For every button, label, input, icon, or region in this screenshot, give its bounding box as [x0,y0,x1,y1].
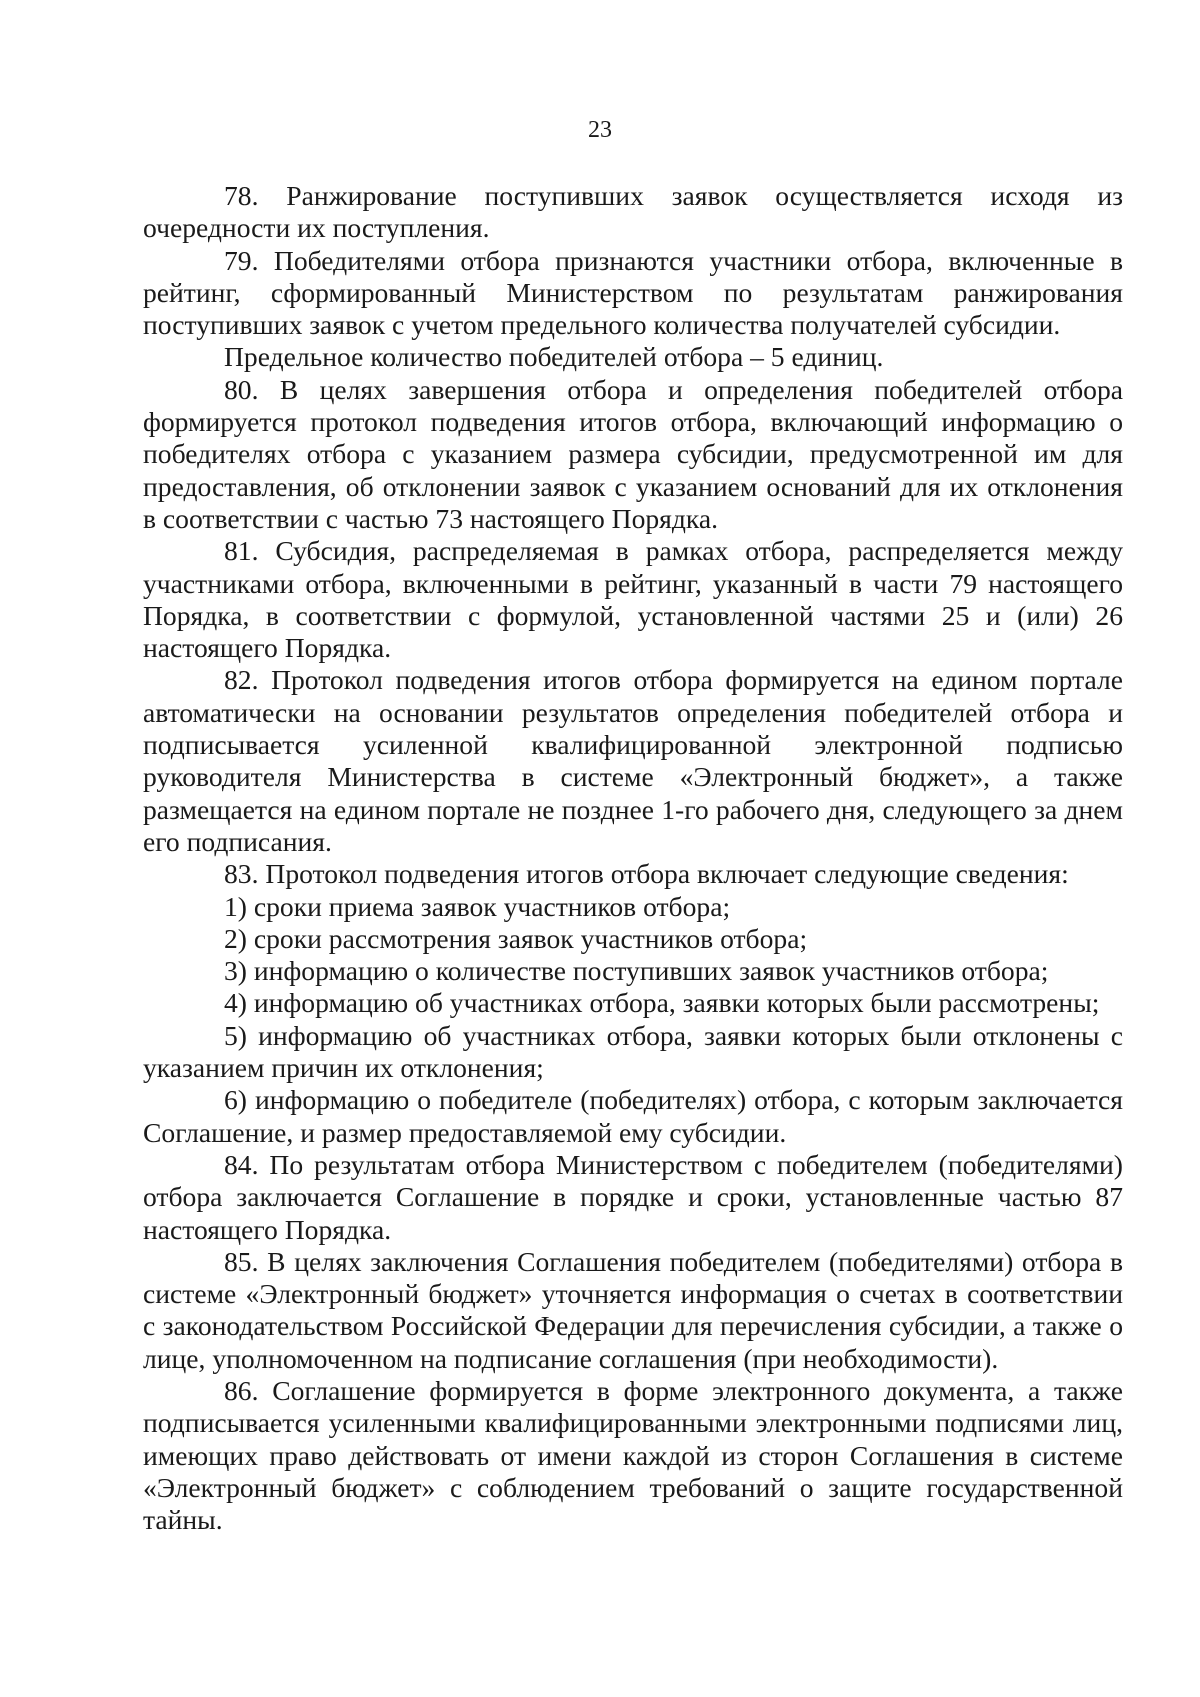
paragraph-81: 81. Субсидия, распределяемая в рамках отбора, распределяется между участниками отбора, включенными в рейтинг, указанный в части 79 настоящего Порядка, в соответствии с формулой, установленной частями 25 и (или) 26 настоящего Порядка. [143,535,1123,664]
paragraph-85: 85. В целях заключения Соглашения победителем (победителями) отбора в системе «Электронный бюджет» уточняется информация о счетах в соответствии с законодательством Российской Федерации для перечисления субсидии, а также о лице, уполномоченном на подписание соглашения (при необходимости). [143,1245,1123,1374]
list-item-3: 3) информацию о количестве поступивших заявок участников отбора; [224,955,1049,987]
page-number: 23 [588,117,612,143]
paragraph-84: 84. По результатам отбора Министерством с победителем (победителями) отбора заключается Соглашение в порядке и сроки, установленные частью 87 настоящего Порядка. [143,1148,1123,1245]
paragraph-83: 83. Протокол подведения итогов отбора включает следующие сведения: [224,858,1069,890]
list-item-2: 2) сроки рассмотрения заявок участников отбора; [224,922,808,954]
list-item-1: 1) сроки приема заявок участников отбора; [224,890,731,922]
paragraph-86: 86. Соглашение формируется в форме электронного документа, а также подписывается усиленными квалифицированными электронными подписями лиц, имеющих право действовать от имени каждой из сторон Соглашения в системе «Электронный бюджет» с соблюдением требований о защите государственной тайны. [143,1374,1123,1536]
paragraph-82: 82. Протокол подведения итогов отбора формируется на едином портале автоматически на основании результатов определения победителей отбора и подписывается усиленной квалифицированной электронной подписью руководителя Министерства в системе «Электронный бюджет», а также размещается на едином портале не позднее 1-го рабочего дня, следующего за днем его подписания. [143,664,1123,857]
list-item-6: 6) информацию о победителе (победителях) отбора, с которым заключается Соглашение, и размер предоставляемой ему субсидии. [143,1084,1123,1148]
paragraph-79: 79. Победителями отбора признаются участники отбора, включенные в рейтинг, сформированный Министерством по результатам ранжирования поступивших заявок с учетом предельного количества получателей субсидии. [143,244,1123,341]
paragraph-winners-limit: Предельное количество победителей отбора – 5 единиц. [224,341,884,373]
list-item-5: 5) информацию об участниках отбора, заявки которых были отклонены с указанием причин их отклонения; [143,1019,1123,1084]
list-item-4: 4) информацию об участниках отбора, заявки которых были рассмотрены; [224,987,1100,1019]
paragraph-78: 78. Ранжирование поступивших заявок осуществляется исходя из очередности их поступления. [143,180,1123,244]
paragraph-80: 80. В целях завершения отбора и определения победителей отбора формируется протокол подведения итогов отбора, включающий информацию о победителях отбора с указанием размера субсидии, предусмотренной им для предоставления, об отклонении заявок с указанием оснований для их отклонения в соответствии с частью 73 настоящего Порядка. [143,373,1123,534]
document-body [143,180,1123,1536]
